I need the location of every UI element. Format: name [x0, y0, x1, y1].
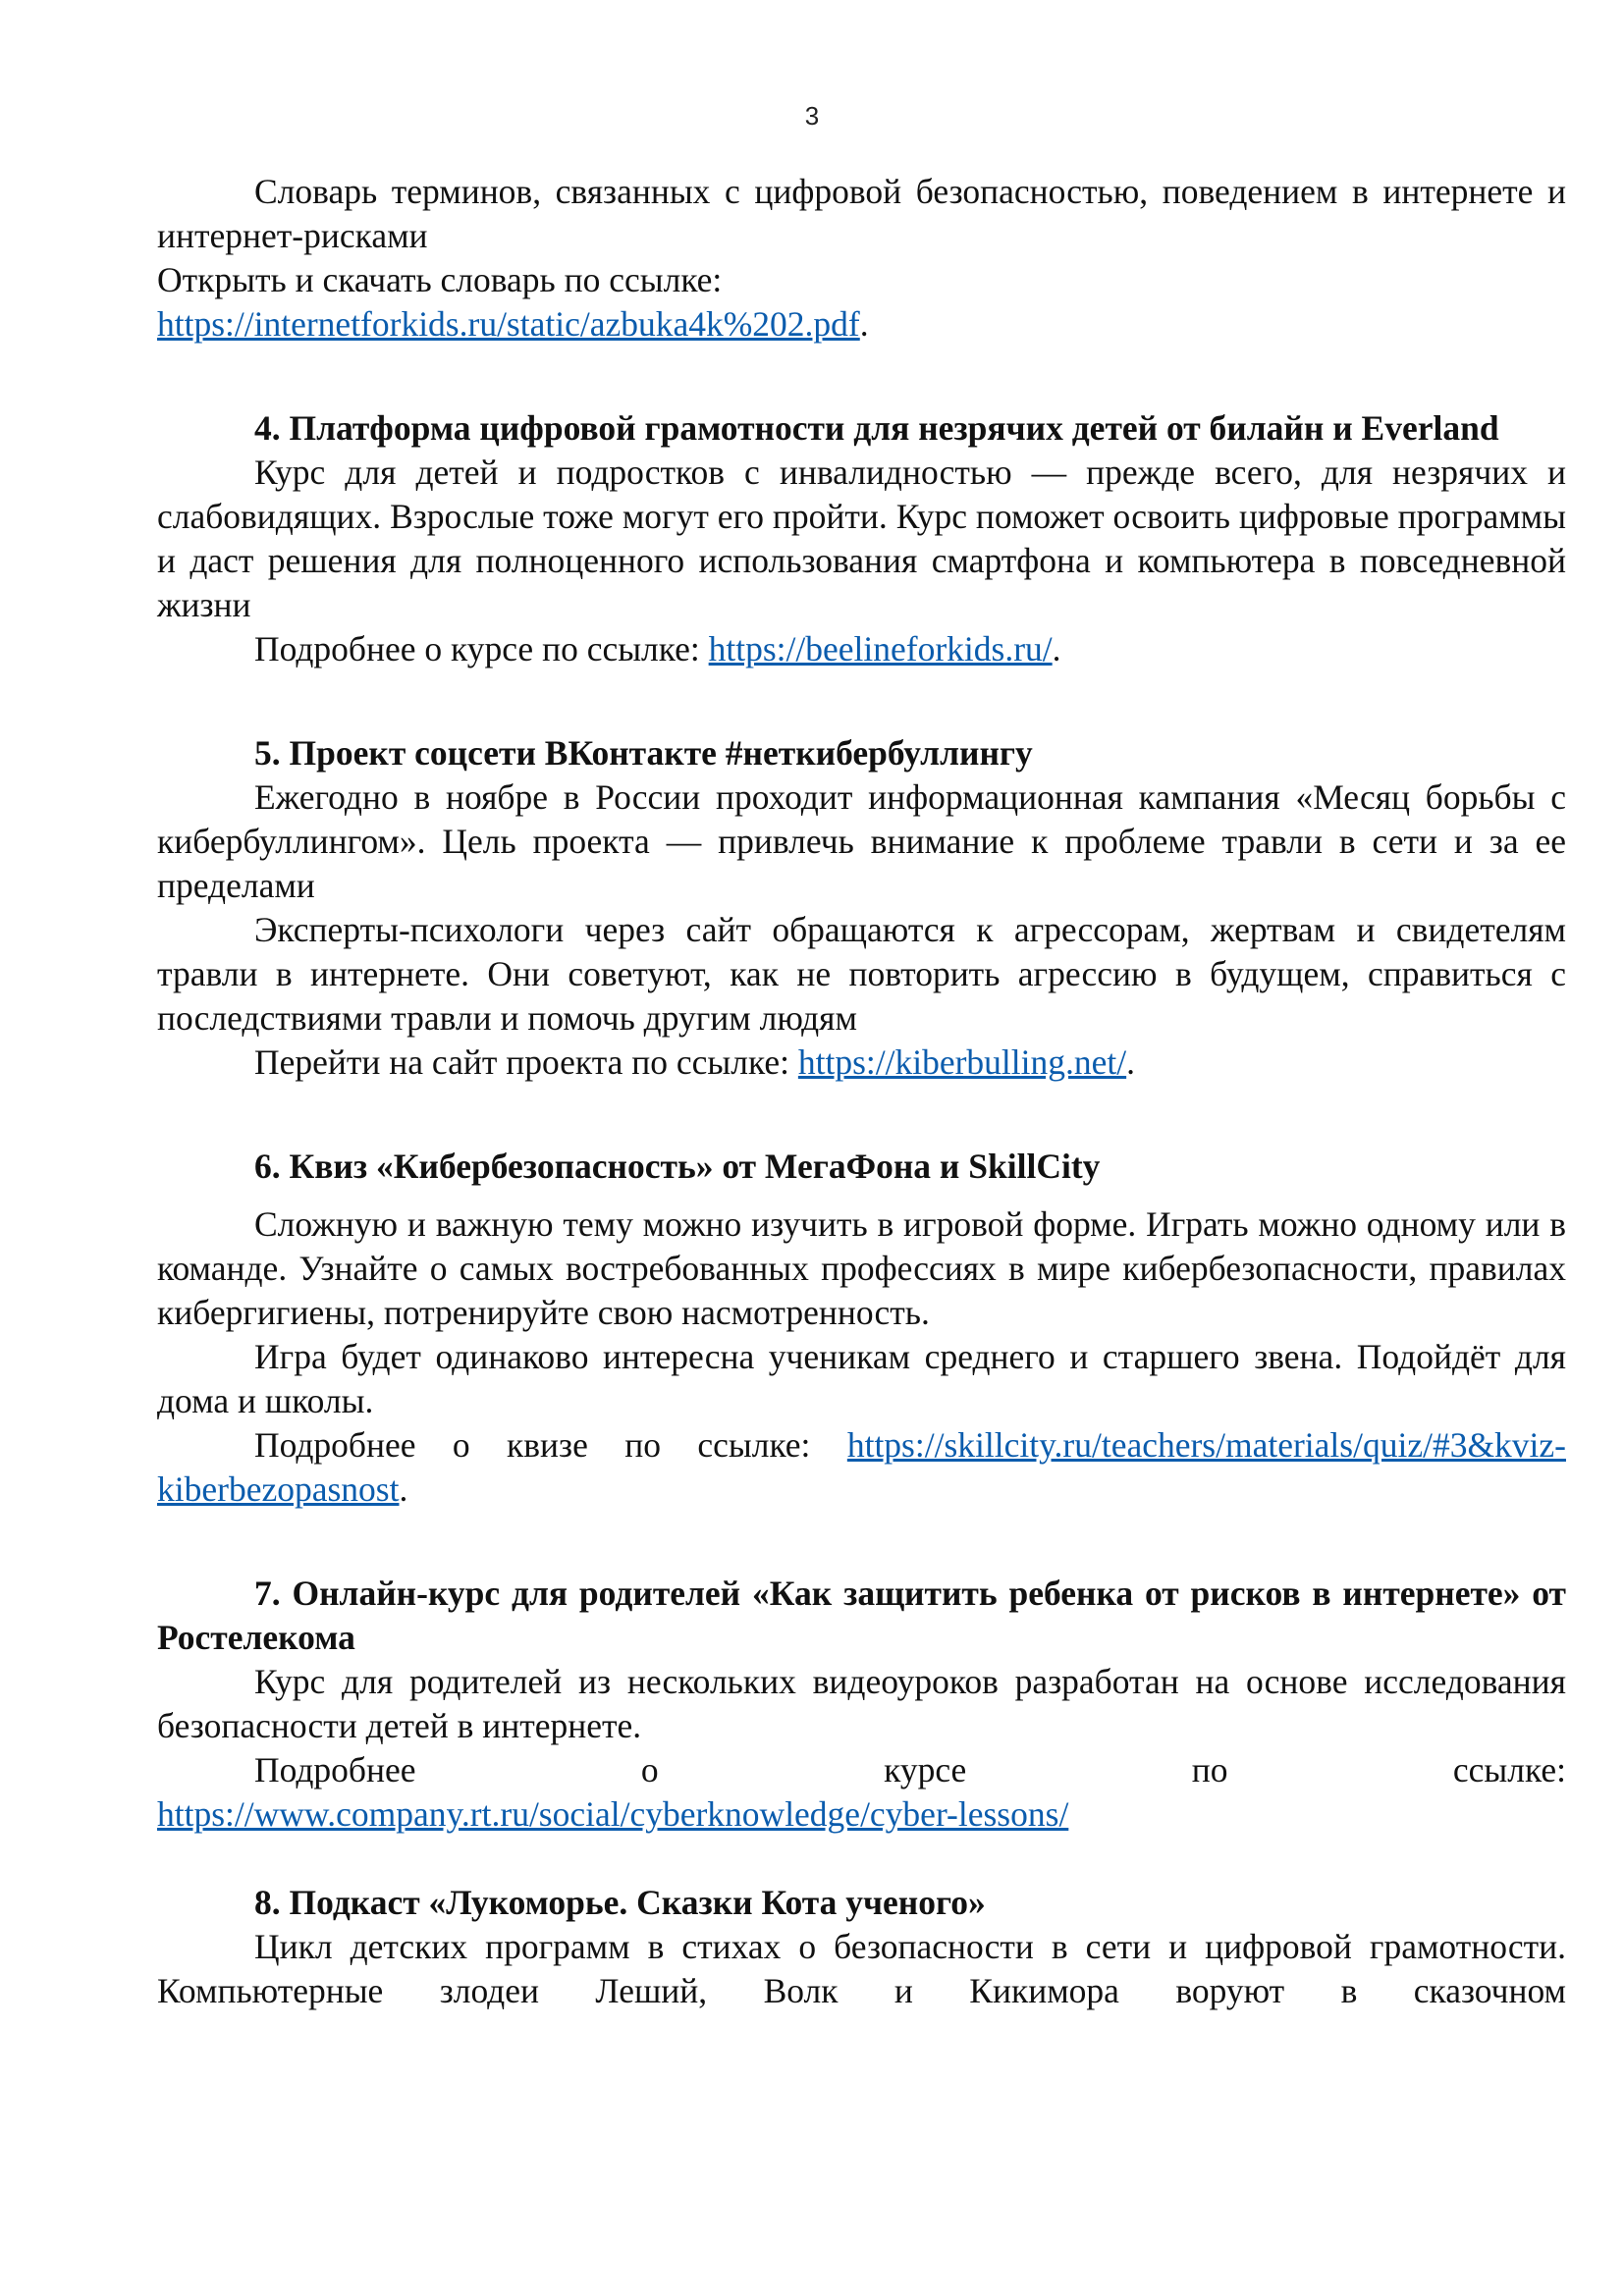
skillcity-quiz-link[interactable]: https://skillcity.ru/teachers/materials/quiz/#3&kviz-kiberbezopasnost: [157, 1425, 1566, 1509]
section-7-text: Курс для родителей из нескольких видеоуроков разработан на основе исследования безопасности детей в интернете.: [157, 1662, 1566, 1745]
page-content: [157, 170, 1566, 2013]
beelineforkids-link[interactable]: https://beelineforkids.ru/: [708, 629, 1053, 668]
section-5-heading: 5. Проект соцсети ВКонтакте #неткибербуллингу: [254, 733, 1033, 773]
section-7-link-line: [157, 1792, 1566, 1837]
dictionary-open-label: Открыть и скачать словарь по ссылке:: [157, 260, 723, 299]
section-6-heading: 6. Квиз «Кибербезопасность» от МегаФона и SkillCity: [254, 1147, 1101, 1186]
section-6-link-line: Подробнее о квизе по ссылке: https://skillcity.ru/teachers/materials/quiz/#3&kviz-kiberbezopasnost.: [157, 1425, 1566, 1509]
dictionary-link-line: https://internetforkids.ru/static/azbuka4k%202.pdf.: [157, 304, 869, 344]
section-5-link-line: Перейти на сайт проекта по ссылке: https://kiberbulling.net/.: [254, 1042, 1136, 1082]
section-6-text-2: Игра будет одинаково интересна ученикам среднего и старшего звена. Подойдёт для дома и школы.: [157, 1337, 1566, 1420]
section-4-heading: 4. Платформа цифровой грамотности для незрячих детей от билайн и Everland: [254, 408, 1499, 448]
dictionary-description: Словарь терминов, связанных с цифровой безопасностью, поведением в интернете и интернет-рисками: [157, 172, 1566, 255]
section-6-text: Сложную и важную тему можно изучить в игровой форме. Играть можно одному или в команде. Узнайте о самых востребованных профессиях в мире кибербезопасности, правилах кибергигиены, потренируйте свою насмотренность.: [157, 1204, 1566, 1332]
section-7-heading: 7. Онлайн-курс для родителей «Как защитить ребенка от рисков в интернете» от Ростелекома: [157, 1574, 1566, 1657]
dictionary-link[interactable]: https://internetforkids.ru/static/azbuka4k%202.pdf: [157, 304, 860, 344]
section-4-text: Курс для детей и подростков с инвалидностью — прежде всего, для незрячих и слабовидящих. Взрослые тоже могут его пройти. Курс поможет освоить цифровые программы и даст решения для полноценного использования смартфона и компьютера в повседневной жизни: [157, 453, 1566, 624]
rostelecom-link[interactable]: https://www.company.rt.ru/social/cyberknowledge/cyber-lessons/: [157, 1794, 1069, 1834]
section-5-text-2: Эксперты-психологи через сайт обращаются к агрессорам, жертвам и свидетелям травли в интернете. Они советуют, как не повторить агрессию в будущем, справиться с последствиями травли и помочь другим людям: [157, 910, 1566, 1038]
section-8-heading: 8. Подкаст «Лукоморье. Сказки Кота ученого»: [254, 1883, 986, 1922]
page-number: 3: [804, 101, 820, 131]
section-8-text: Цикл детских программ в стихах о безопасности в сети и цифровой грамотности. Компьютерные злодеи Леший, Волк и Кикимора воруют в сказочном: [157, 1927, 1566, 2010]
kiberbulling-link[interactable]: https://kiberbulling.net/: [797, 1042, 1127, 1082]
section-7-link-label: Подробнее о курсе по ссылке:: [254, 1750, 1566, 1789]
section-4-link-line: Подробнее о курсе по ссылке: https://beelineforkids.ru/.: [254, 629, 1061, 668]
section-5-text: Ежегодно в ноябре в России проходит информационная кампания «Месяц борьбы с кибербуллингом». Цель проекта — привлечь внимание к проблеме травли в сети и за ее пределами: [157, 777, 1566, 905]
